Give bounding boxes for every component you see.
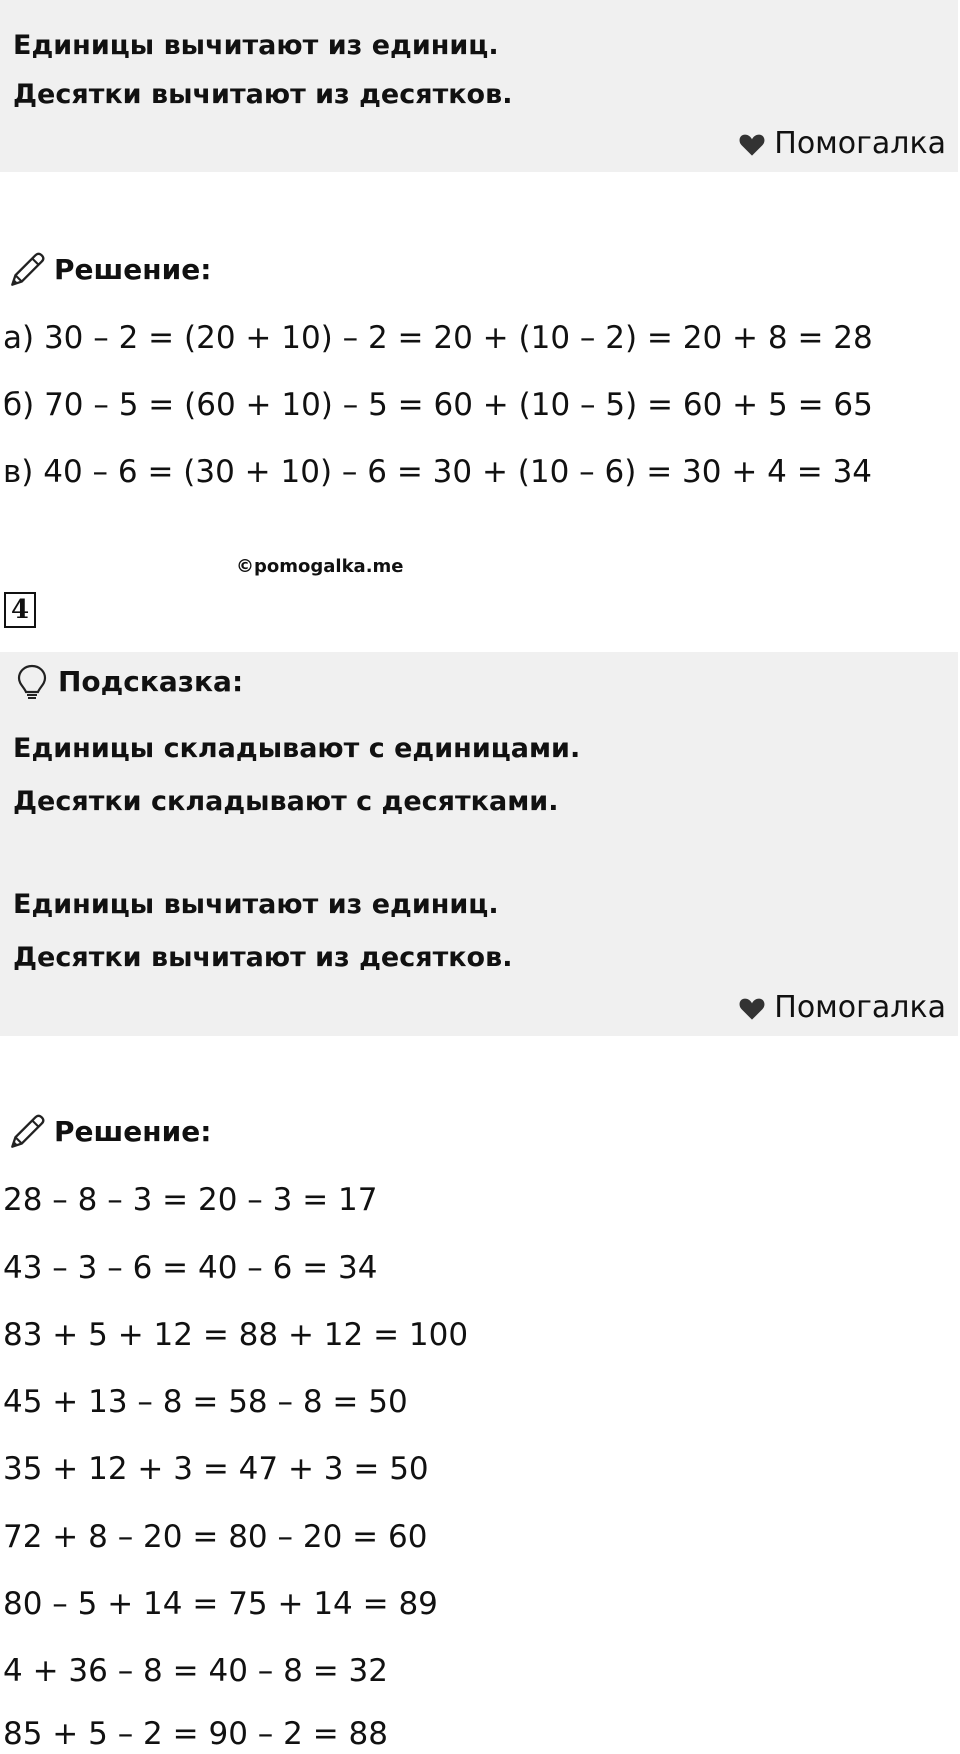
hint-box-top: [0, 0, 958, 172]
brand-text: Помогалка: [774, 126, 946, 161]
lightbulb-icon: [12, 660, 52, 704]
hint-box: [0, 652, 958, 1036]
copyright-text: ©pomogalka.me: [236, 556, 404, 577]
hint-line: Десятки вычитают из десятков.: [13, 942, 513, 973]
hint-line: Единицы вычитают из единиц.: [13, 889, 499, 920]
solution-equation: 80 – 5 + 14 = 75 + 14 = 89: [3, 1586, 438, 1622]
brand-label: [738, 988, 946, 1028]
brand-text: Помогалка: [774, 990, 946, 1025]
pencil-icon: [6, 249, 48, 291]
solution-equation: 85 + 5 – 2 = 90 – 2 = 88: [3, 1716, 388, 1752]
solution-title-text: Решение:: [54, 253, 212, 286]
solution-title: [6, 1111, 211, 1153]
solution-equation: б) 70 – 5 = (60 + 10) – 5 = 60 + (10 – 5) = 60 + 5 = 65: [3, 387, 873, 423]
hint-line: Единицы складывают с единицами.: [13, 733, 581, 764]
heart-icon: [738, 995, 766, 1021]
solution-equation: 72 + 8 – 20 = 80 – 20 = 60: [3, 1519, 428, 1555]
solution-title-text: Решение:: [54, 1115, 212, 1148]
hint-title: [12, 660, 243, 704]
task-number: 4: [4, 592, 36, 628]
heart-icon: [738, 131, 766, 157]
solution-equation: 28 – 8 – 3 = 20 – 3 = 17: [3, 1182, 378, 1218]
solution-equation: 43 – 3 – 6 = 40 – 6 = 34: [3, 1250, 378, 1286]
hint-line: Десятки складывают с десятками.: [13, 786, 559, 817]
solution-equation: а) 30 – 2 = (20 + 10) – 2 = 20 + (10 – 2) = 20 + 8 = 28: [3, 320, 873, 356]
brand-label: [738, 124, 946, 164]
solution-equation: 35 + 12 + 3 = 47 + 3 = 50: [3, 1451, 429, 1487]
hint-line: Единицы вычитают из единиц.: [13, 30, 499, 61]
hint-title-text: Подсказка:: [58, 665, 244, 698]
solution-equation: в) 40 – 6 = (30 + 10) – 6 = 30 + (10 – 6) = 30 + 4 = 34: [3, 454, 873, 490]
solution-equation: 4 + 36 – 8 = 40 – 8 = 32: [3, 1653, 388, 1689]
hint-line: Десятки вычитают из десятков.: [13, 79, 513, 110]
solution-equation: 83 + 5 + 12 = 88 + 12 = 100: [3, 1317, 469, 1353]
solution-equation: 45 + 13 – 8 = 58 – 8 = 50: [3, 1384, 408, 1420]
pencil-icon: [6, 1111, 48, 1153]
solution-title: [6, 249, 211, 291]
